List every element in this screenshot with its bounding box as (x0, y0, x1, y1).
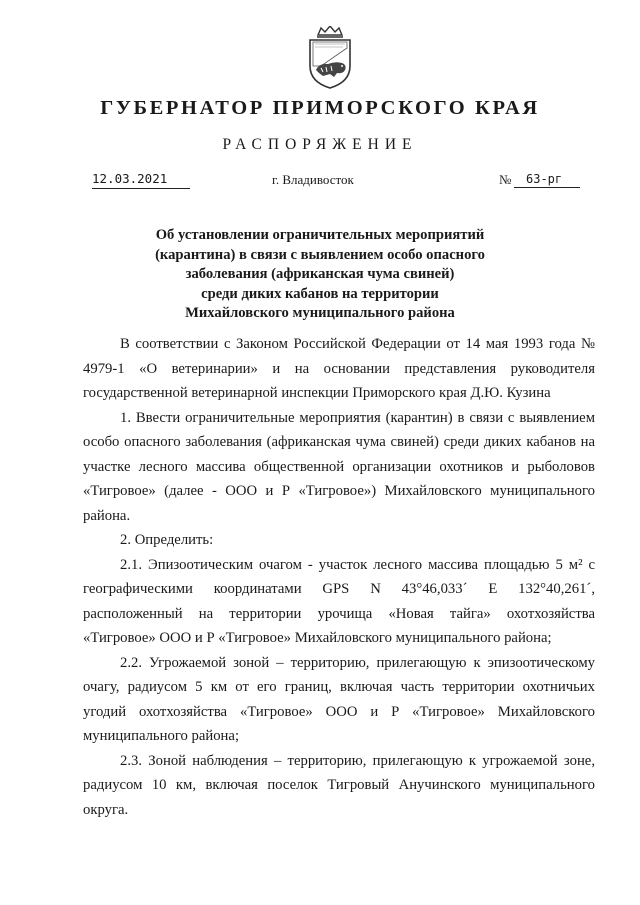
document-type-heading: РАСПОРЯЖЕНИЕ (222, 136, 418, 153)
clause-1-paragraph: 1. Ввести ограничительные мероприятия (карантин) в связи с выявлением особо опасного заболевания (африканская чума свиней) среди диких кабанов на участке лесного массива общественной организации охотников и рыболовов «Тигровое» (далее - ООО и Р «Тигровое») Михайловского муниципального района. (83, 409, 595, 524)
document-city: г. Владивосток (272, 172, 354, 187)
title-line: (карантина) в связи с выявлением особо опасного (155, 246, 485, 263)
document-number: 63-рг (514, 171, 580, 188)
coat-of-arms-emblem (301, 26, 359, 90)
clause-2-1-paragraph: 2.1. Эпизоотическим очагом - участок лесного массива площадью 5 м² с географическими координатами GPS N 43°46,033´ E 132°40,261´, расположенный на территории урочища «Новая тайга» охотхозяйства «Тигровое» ООО и Р «Тигровое» Михайловского муниципального района; (83, 556, 595, 646)
document-body (83, 332, 595, 822)
clause-2-3-paragraph: 2.3. Зоной наблюдения – территорию, прилегающую к угрожаемой зоне, радиусом 10 км, включая поселок Тигровый Анучинского муниципального округа. (83, 752, 595, 818)
issuing-authority-heading: ГУБЕРНАТОР ПРИМОРСКОГО КРАЯ (100, 97, 540, 119)
clause-2-paragraph: 2. Определить: (120, 532, 214, 548)
title-line: Михайловского муниципального района (185, 305, 455, 321)
title-line: среди диких кабанов на территории (201, 285, 439, 302)
title-line: заболевания (африканская чума свиней) (185, 266, 455, 282)
document-requisites-line (0, 171, 640, 195)
number-sign: № (499, 172, 512, 187)
document-date: 12.03.2021 (92, 171, 190, 189)
preamble-paragraph: В соответствии с Законом Российской Федерации от 14 мая 1993 года № 4979-1 «О ветеринарии» и на основании представления руководителя государственной ветеринарной инспекции Приморского края Д.Ю. Кузина (83, 336, 595, 401)
title-line: Об установлении ограничительных мероприятий (155, 227, 485, 243)
document-title (100, 226, 540, 324)
clause-2-2-paragraph: 2.2. Угрожаемой зоной – территорию, прилегающую к эпизоотическому очагу, радиусом 5 км от его границ, включая часть территории охотничьих угодий охотхозяйства «Тигровое» ООО и Р «Тигровое» Михайловского муниципального района; (83, 654, 595, 744)
